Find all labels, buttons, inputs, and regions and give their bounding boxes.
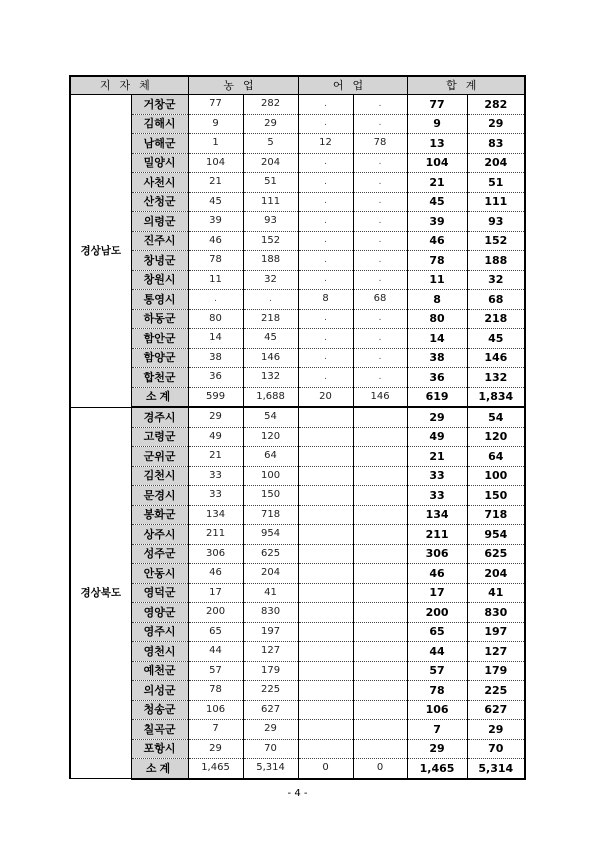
fish-amount: 146: [353, 387, 407, 407]
fish-count: [298, 603, 353, 623]
fish-amount: 68: [353, 290, 407, 310]
agri-count: 7: [188, 720, 243, 740]
city-name: 밀양시: [131, 153, 188, 173]
city-name: 진주시: [131, 231, 188, 251]
total-count: 21: [407, 447, 467, 467]
agri-count: 599: [188, 387, 243, 407]
fish-count: 20: [298, 387, 353, 407]
total-count: 78: [407, 251, 467, 271]
table-row: [70, 95, 525, 115]
fish-count: 0: [298, 759, 353, 779]
agri-count: 134: [188, 505, 243, 525]
city-name: 통영시: [131, 290, 188, 310]
agri-count: 104: [188, 153, 243, 173]
total-amount: 5,314: [467, 759, 525, 779]
city-name: 봉화군: [131, 505, 188, 525]
city-name: 김천시: [131, 466, 188, 486]
total-count: 17: [407, 583, 467, 603]
fish-amount: [353, 583, 407, 603]
agri-amount: 954: [243, 525, 298, 545]
table-row: [70, 309, 525, 329]
table-row: [70, 192, 525, 212]
total-amount: 218: [467, 309, 525, 329]
city-name: 예천군: [131, 661, 188, 681]
fish-amount: .: [353, 329, 407, 349]
header-agriculture: 농업: [188, 76, 298, 95]
agri-count: 80: [188, 309, 243, 329]
fish-count: [298, 622, 353, 642]
fish-amount: [353, 564, 407, 584]
agri-count: 78: [188, 681, 243, 701]
total-amount: 68: [467, 290, 525, 310]
agri-amount: 5: [243, 134, 298, 154]
agri-amount: 204: [243, 153, 298, 173]
fish-count: 12: [298, 134, 353, 154]
agri-amount: 100: [243, 466, 298, 486]
agri-count: 44: [188, 642, 243, 662]
fish-count: [298, 466, 353, 486]
fish-count: [298, 505, 353, 525]
total-count: 78: [407, 681, 467, 701]
fish-count: .: [298, 114, 353, 134]
total-count: 106: [407, 700, 467, 720]
agri-amount: 132: [243, 368, 298, 388]
fish-amount: [353, 720, 407, 740]
total-amount: 627: [467, 700, 525, 720]
fish-count: [298, 447, 353, 467]
total-count: 39: [407, 212, 467, 232]
total-amount: 204: [467, 153, 525, 173]
agri-count: 306: [188, 544, 243, 564]
table-row: [70, 564, 525, 584]
total-amount: 179: [467, 661, 525, 681]
table-row: [70, 583, 525, 603]
agri-amount: 150: [243, 486, 298, 506]
fish-count: .: [298, 348, 353, 368]
agri-amount: .: [243, 290, 298, 310]
agri-amount: 627: [243, 700, 298, 720]
table-body: [70, 95, 525, 779]
total-amount: 197: [467, 622, 525, 642]
fish-amount: .: [353, 173, 407, 193]
city-name: 청송군: [131, 700, 188, 720]
table-row: [70, 251, 525, 271]
table-row: [70, 622, 525, 642]
agri-amount: 32: [243, 270, 298, 290]
agri-count: 14: [188, 329, 243, 349]
total-count: 45: [407, 192, 467, 212]
header-jurisdiction: 지자체: [70, 76, 188, 95]
fish-count: .: [298, 153, 353, 173]
total-count: 14: [407, 329, 467, 349]
total-amount: 93: [467, 212, 525, 232]
agri-amount: 1,688: [243, 387, 298, 407]
fish-count: [298, 720, 353, 740]
table-row: [70, 427, 525, 447]
total-amount: 54: [467, 407, 525, 427]
table-row: [70, 153, 525, 173]
city-name: 성주군: [131, 544, 188, 564]
agri-count: 49: [188, 427, 243, 447]
fish-count: .: [298, 309, 353, 329]
city-name: 창녕군: [131, 251, 188, 271]
fish-count: [298, 739, 353, 759]
city-name: 칠곡군: [131, 720, 188, 740]
agri-amount: 282: [243, 95, 298, 115]
agri-amount: 93: [243, 212, 298, 232]
agri-count: 211: [188, 525, 243, 545]
table-row: [70, 231, 525, 251]
total-count: 46: [407, 564, 467, 584]
total-count: 11: [407, 270, 467, 290]
table-row: [70, 642, 525, 662]
fish-count: [298, 681, 353, 701]
table-row: [70, 114, 525, 134]
total-count: 33: [407, 466, 467, 486]
fish-count: [298, 544, 353, 564]
agri-count: 77: [188, 95, 243, 115]
table-row: [70, 173, 525, 193]
agri-count: 17: [188, 583, 243, 603]
city-name: 의령군: [131, 212, 188, 232]
agri-count: 78: [188, 251, 243, 271]
city-name: 문경시: [131, 486, 188, 506]
table-row: [70, 544, 525, 564]
fish-count: .: [298, 329, 353, 349]
total-amount: 100: [467, 466, 525, 486]
total-amount: 70: [467, 739, 525, 759]
fish-count: .: [298, 192, 353, 212]
city-name: 함양군: [131, 348, 188, 368]
fish-amount: [353, 544, 407, 564]
fish-count: .: [298, 251, 353, 271]
total-amount: 29: [467, 720, 525, 740]
table-row: [70, 603, 525, 623]
total-count: 104: [407, 153, 467, 173]
agri-count: 21: [188, 447, 243, 467]
city-name: 소계: [131, 387, 188, 407]
agri-amount: 70: [243, 739, 298, 759]
total-amount: 64: [467, 447, 525, 467]
total-amount: 830: [467, 603, 525, 623]
total-count: 306: [407, 544, 467, 564]
agri-amount: 54: [243, 407, 298, 427]
total-count: 38: [407, 348, 467, 368]
total-amount: 120: [467, 427, 525, 447]
city-name: 포항시: [131, 739, 188, 759]
agri-count: 57: [188, 661, 243, 681]
total-amount: 132: [467, 368, 525, 388]
city-name: 함안군: [131, 329, 188, 349]
total-amount: 83: [467, 134, 525, 154]
agri-amount: 111: [243, 192, 298, 212]
total-count: 134: [407, 505, 467, 525]
fish-amount: .: [353, 114, 407, 134]
city-name: 의성군: [131, 681, 188, 701]
subtotal-row: [70, 759, 525, 779]
total-amount: 127: [467, 642, 525, 662]
fish-amount: .: [353, 231, 407, 251]
city-name: 영천시: [131, 642, 188, 662]
fish-count: [298, 661, 353, 681]
city-name: 안동시: [131, 564, 188, 584]
agri-amount: 197: [243, 622, 298, 642]
fish-amount: [353, 681, 407, 701]
total-count: 9: [407, 114, 467, 134]
total-count: 77: [407, 95, 467, 115]
total-amount: 225: [467, 681, 525, 701]
agri-count: 45: [188, 192, 243, 212]
total-amount: 954: [467, 525, 525, 545]
total-amount: 152: [467, 231, 525, 251]
fish-amount: .: [353, 212, 407, 232]
agri-count: 46: [188, 564, 243, 584]
total-amount: 282: [467, 95, 525, 115]
table-row: [70, 134, 525, 154]
city-name: 창원시: [131, 270, 188, 290]
fish-amount: [353, 622, 407, 642]
agri-count: 11: [188, 270, 243, 290]
total-count: 29: [407, 739, 467, 759]
header-total: 합계: [407, 76, 525, 95]
region-label: 경상남도: [70, 95, 131, 408]
table-row: [70, 368, 525, 388]
total-amount: 204: [467, 564, 525, 584]
fish-count: .: [298, 270, 353, 290]
city-name: 고령군: [131, 427, 188, 447]
total-count: 49: [407, 427, 467, 447]
table-row: [70, 700, 525, 720]
total-count: 80: [407, 309, 467, 329]
fish-count: [298, 700, 353, 720]
total-count: 65: [407, 622, 467, 642]
fish-amount: .: [353, 153, 407, 173]
agri-amount: 45: [243, 329, 298, 349]
total-amount: 41: [467, 583, 525, 603]
agri-amount: 64: [243, 447, 298, 467]
agri-count: 1: [188, 134, 243, 154]
agri-count: 106: [188, 700, 243, 720]
fish-amount: [353, 505, 407, 525]
total-count: 44: [407, 642, 467, 662]
fish-count: [298, 486, 353, 506]
agri-amount: 120: [243, 427, 298, 447]
total-count: 8: [407, 290, 467, 310]
city-name: 영양군: [131, 603, 188, 623]
fish-count: [298, 427, 353, 447]
fish-count: [298, 564, 353, 584]
agri-count: 9: [188, 114, 243, 134]
table-row: [70, 447, 525, 467]
total-count: 57: [407, 661, 467, 681]
subtotal-row: [70, 387, 525, 407]
agri-amount: 225: [243, 681, 298, 701]
city-name: 사천시: [131, 173, 188, 193]
agri-count: 29: [188, 407, 243, 427]
agri-count: 46: [188, 231, 243, 251]
header-fishery: 어업: [298, 76, 407, 95]
total-count: 13: [407, 134, 467, 154]
agri-amount: 179: [243, 661, 298, 681]
agri-amount: 5,314: [243, 759, 298, 779]
total-count: 21: [407, 173, 467, 193]
agri-amount: 29: [243, 720, 298, 740]
table-row: [70, 466, 525, 486]
agri-count: 21: [188, 173, 243, 193]
fish-amount: .: [353, 348, 407, 368]
fish-amount: 0: [353, 759, 407, 779]
total-count: 36: [407, 368, 467, 388]
agri-count: 36: [188, 368, 243, 388]
table-row: [70, 486, 525, 506]
fish-amount: .: [353, 251, 407, 271]
table-row: [70, 525, 525, 545]
table-row: [70, 661, 525, 681]
total-count: 33: [407, 486, 467, 506]
agri-amount: 127: [243, 642, 298, 662]
fish-amount: .: [353, 270, 407, 290]
city-name: 산청군: [131, 192, 188, 212]
table-row: [70, 407, 525, 427]
fish-count: .: [298, 368, 353, 388]
fish-count: 8: [298, 290, 353, 310]
total-amount: 32: [467, 270, 525, 290]
fish-amount: [353, 486, 407, 506]
city-name: 남해군: [131, 134, 188, 154]
fish-amount: [353, 525, 407, 545]
agri-count: 65: [188, 622, 243, 642]
agri-count: .: [188, 290, 243, 310]
total-amount: 51: [467, 173, 525, 193]
fish-amount: [353, 700, 407, 720]
table-row: [70, 505, 525, 525]
total-amount: 1,834: [467, 387, 525, 407]
total-count: 211: [407, 525, 467, 545]
agri-amount: 41: [243, 583, 298, 603]
fish-count: .: [298, 231, 353, 251]
fish-count: .: [298, 173, 353, 193]
table-row: [70, 720, 525, 740]
agri-amount: 188: [243, 251, 298, 271]
total-count: 1,465: [407, 759, 467, 779]
total-count: 7: [407, 720, 467, 740]
city-name: 영주시: [131, 622, 188, 642]
total-amount: 188: [467, 251, 525, 271]
city-name: 하동군: [131, 309, 188, 329]
city-name: 거창군: [131, 95, 188, 115]
table-row: [70, 290, 525, 310]
fish-amount: .: [353, 192, 407, 212]
fish-amount: 78: [353, 134, 407, 154]
fish-amount: .: [353, 95, 407, 115]
total-amount: 146: [467, 348, 525, 368]
fish-count: [298, 407, 353, 427]
total-amount: 150: [467, 486, 525, 506]
agri-count: 1,465: [188, 759, 243, 779]
city-name: 합천군: [131, 368, 188, 388]
agri-amount: 152: [243, 231, 298, 251]
total-count: 29: [407, 407, 467, 427]
city-name: 군위군: [131, 447, 188, 467]
fish-count: [298, 583, 353, 603]
region-label: 경상북도: [70, 407, 131, 779]
table-row: [70, 739, 525, 759]
city-name: 김해시: [131, 114, 188, 134]
fish-amount: [353, 603, 407, 623]
city-name: 영덕군: [131, 583, 188, 603]
agri-amount: 51: [243, 173, 298, 193]
total-amount: 45: [467, 329, 525, 349]
fish-count: [298, 642, 353, 662]
page-number: - 4 -: [287, 788, 308, 799]
total-amount: 625: [467, 544, 525, 564]
table-row: [70, 212, 525, 232]
total-count: 46: [407, 231, 467, 251]
fish-amount: [353, 739, 407, 759]
agri-count: 29: [188, 739, 243, 759]
city-name: 소계: [131, 759, 188, 779]
data-table: [69, 75, 526, 780]
fish-count: .: [298, 95, 353, 115]
agri-amount: 146: [243, 348, 298, 368]
total-amount: 111: [467, 192, 525, 212]
agri-amount: 625: [243, 544, 298, 564]
agri-count: 200: [188, 603, 243, 623]
agri-count: 39: [188, 212, 243, 232]
agri-count: 33: [188, 486, 243, 506]
fish-amount: [353, 661, 407, 681]
agri-amount: 718: [243, 505, 298, 525]
agri-count: 33: [188, 466, 243, 486]
agri-amount: 830: [243, 603, 298, 623]
header-row: [70, 76, 525, 95]
table-row: [70, 329, 525, 349]
fish-amount: .: [353, 309, 407, 329]
fish-amount: [353, 642, 407, 662]
table-row: [70, 681, 525, 701]
fish-count: .: [298, 212, 353, 232]
fish-amount: [353, 427, 407, 447]
agri-amount: 218: [243, 309, 298, 329]
total-amount: 29: [467, 114, 525, 134]
fish-count: [298, 525, 353, 545]
agri-count: 38: [188, 348, 243, 368]
city-name: 경주시: [131, 407, 188, 427]
table-row: [70, 270, 525, 290]
fish-amount: [353, 447, 407, 467]
total-amount: 718: [467, 505, 525, 525]
agri-amount: 204: [243, 564, 298, 584]
agri-amount: 29: [243, 114, 298, 134]
table-row: [70, 348, 525, 368]
fish-amount: [353, 466, 407, 486]
fish-amount: [353, 407, 407, 427]
total-count: 200: [407, 603, 467, 623]
fish-amount: .: [353, 368, 407, 388]
city-name: 상주시: [131, 525, 188, 545]
total-count: 619: [407, 387, 467, 407]
